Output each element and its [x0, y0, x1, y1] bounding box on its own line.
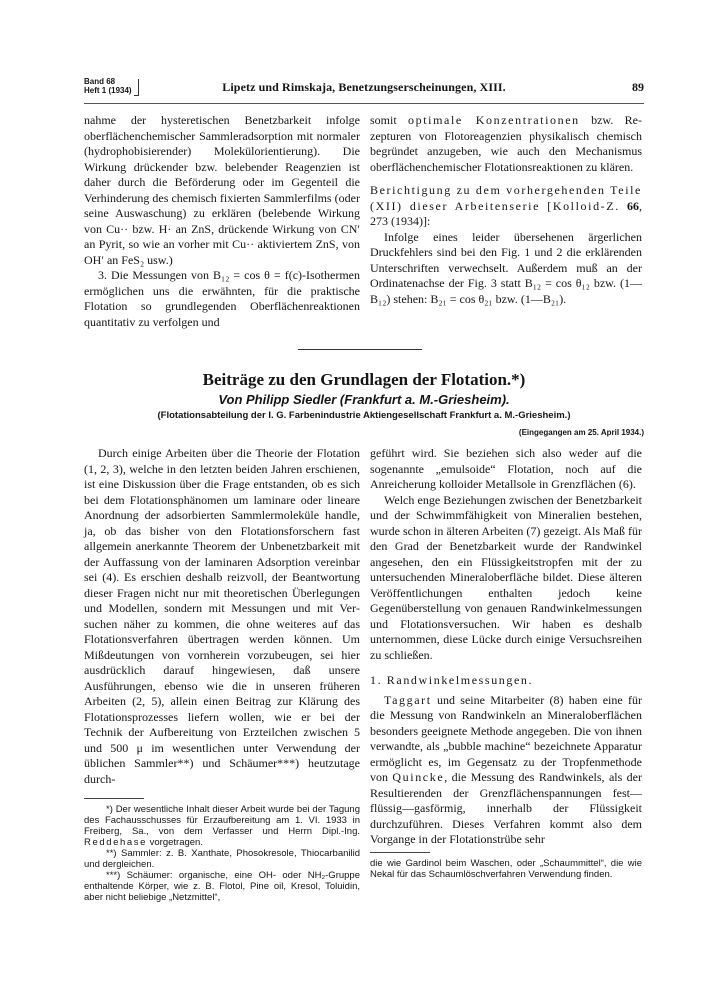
footnote-rule [84, 798, 144, 799]
paragraph: nahme der hysteretischen Benetzbarkeit infolge oberflächenchemischer Sammleradsorption mit normaler (hydrophobisierender) Molekülorientierung). Die Wirkung drückender bzw. belebender Reagenzien ist daher durch die Beförderung oder im Gegenteil die Verhinderung des chemisch fixierten Sammlerfilms (oder seine Auswaschung) zu erklären (belebende Wirkung von Cu·· bzw. H· an ZnS, drückende Wirkung von CN′ an Pyrit, so wie an vorher mit Cu·· aktiviertem ZnS, von OH′ an FeS₂ usw.) [84, 113, 360, 267]
volume-heft: Heft 1 (1934) [84, 86, 132, 95]
received-date: (Eingegangen am 25. April 1934.) [518, 428, 644, 437]
article-author: Von Philipp Siedler (Frankfurt a. M.-Griesheim). [218, 392, 510, 407]
paragraph: geführt wird. Sie beziehen sich also weder auf die sogenannte „emulsoide“ Flotation, noch auf die Anreicherung kolloider Metallsole in Grenzflächen (6). [370, 446, 642, 491]
article-affiliation: (Flotationsabteilung der I. G. Farbenindustrie Aktiengesellschaft Frankfurt a. M.-Griesheim.) [157, 410, 571, 421]
body-left-column [84, 446, 360, 787]
paragraph: Infolge eines leider übersehenen ärgerlichen Druckfehlers sind bei den Fig. 1 und 2 die erklärenden Unterschriften verwechselt. Außerdem muß an der Ordinatenachse der Fig. 3 statt B₁₂ = cos θ₁₂ bzw. (1—B₁₂) stehen: B₂₁ = cos θ₂₁ bzw. (1—B₂₁). [370, 229, 642, 306]
section-divider [298, 349, 422, 350]
paragraph: Welch enge Beziehungen zwischen der Benetzbarkeit und der Schwimmfähigkeit von Mineralien bestehen, wurde schon in älteren Arbeiten (7) gezeigt. Als Maß für den Grad der Benetzbarkeit wurde der Randwinkel angesehen, den ein Flüssigkeitstropfen mit der zu untersuchenden Mineraloberfläche bildet. Diese älteren Veröffentlichungen enthalten jedoch keine Gegenüberstellung von genauen Randwinkelmessungen und Flotationsversuchen. Wir haben es deshalb unternommen, diese Lücke durch einige Versuchsreihen zu schließen. [370, 492, 642, 662]
erratum-heading: Berichtigung zu dem vorhergehenden Teile (XII) dieser Arbeitenserie [Kolloid-Z. 66, 273 (1934)]: [370, 183, 642, 228]
top-right-column [370, 113, 642, 307]
paragraph: somit optimale Konzentrationen bzw. Rezepturen von Flotoreagenzien physikalisch chemisch begründet anzugeben, wie auch den Mechanismus oberflächenchemischer Flotationsreaktionen zu klären. [370, 113, 643, 174]
footnote: **) Sammler: z. B. Xanthate, Phosokresole, Thiocarbanilid und dergleichen. [84, 848, 360, 870]
footnote: *) Der wesentliche Inhalt dieser Arbeit wurde bei der Tagung des Fachausschusses für Erzaufbereitung am 1. VI. 1933 in Freiberg, Sa., von dem Verfasser und Herrn Dipl.-Ing. Reddehase vorgetragen. [84, 804, 360, 848]
footnotes-left [84, 804, 360, 903]
footnote: ***) Schäumer: organische, eine OH- oder NH₂-Gruppe enthaltende Körper, wie z. B. Flotol, Pine oil, Kresol, Toluidin, aber nicht beliebige „Netzmittel“, [84, 870, 360, 903]
paragraph: Durch einige Arbeiten über die Theorie der Flotation (1, 2, 3), welche in den letzten beiden Jahren erschienen, ist eine Diskussion über die Frage entstanden, ob es sich bei dem Flotationsphänomen um laminare oder lineare Anordnung der adsorbierten Sammlermoleküle handle, ja, ob das bisher von den Flotationsforschern fast allgemein anerkannte Theorem der Unbenetzbarkeit mit der Auffassung von der laminaren Adsorption vereinbar sei (4). Es erschien deshalb reizvoll, der Beantwortung dieser Fragen nicht nur mit theoretischen Überlegungen und Modellen, sondern mit Messungen und mit Versuchen näher zu kommen, die ohne weiteres auf das Flotationsverfahren übertragen werden können. Um Mißdeutungen von vornherein vorzubeugen, sei hier ausdrücklich darauf hingewiesen, daß unsere Ausführungen, ebenso wie die in unseren früheren Arbeiten (2, 5), allein einen Beitrag zur Klärung des Flotationsprozesses liefern wollen, wie er bei der Technik der Aufbereitung von Erzteilchen zwischen 5 und 500 μ im wesentlichen unter Verwendung der üblichen Sammler**) und Schäumer***) heutzutage durch- [84, 446, 360, 786]
section-heading: 1. Randwinkelmessungen. [370, 673, 534, 687]
footnote: die wie Gardinol beim Waschen, oder „Schaummittel“, die wie Nekal für das Schaumlöschverfahren Verwendung finden. [370, 858, 642, 880]
running-header [84, 77, 644, 104]
volume-band: Band 68 [84, 77, 116, 86]
article-title: Beiträge zu den Grundlagen der Flotation.*) [202, 370, 526, 389]
body-right-column [370, 446, 642, 848]
paragraph: Taggart und seine Mitarbeiter (8) haben eine für die Messung von Randwinkeln an Mineraloberflächen besonders geeignete Methode angegeben. Die von ihnen verwandte, als „bubble machine“ bezeichnete Apparatur ermöglicht es, im Gegensatz zu der Tropfenmethode von Quincke, die Messung des Randwinkels, als der Resultierenden der Grenzflächenspannungen fest—flüssig—gasförmig, innerhalb der Flüssigkeit durchzuführen. Dieses Verfahren kommt also dem Vorgange in der Flotationstrübe sehr [370, 692, 642, 846]
footnote-rule [370, 852, 430, 853]
running-title: Lipetz und Rimskaja, Benetzungserscheinungen, XIII. [222, 80, 506, 94]
footnotes-right [370, 858, 642, 880]
spaced-emphasis: optimale Konzentrationen [408, 113, 580, 127]
top-left-column [84, 113, 360, 330]
paragraph: 3. Die Messungen von B₁₂ = cos θ = f(c)-Isothermen ermöglichen uns die erwähnten, für die praktische Flotation so grundlegenden Oberflächenreaktionen quantitativ zu verfolgen und [84, 268, 360, 329]
page-number: 89 [632, 80, 644, 94]
